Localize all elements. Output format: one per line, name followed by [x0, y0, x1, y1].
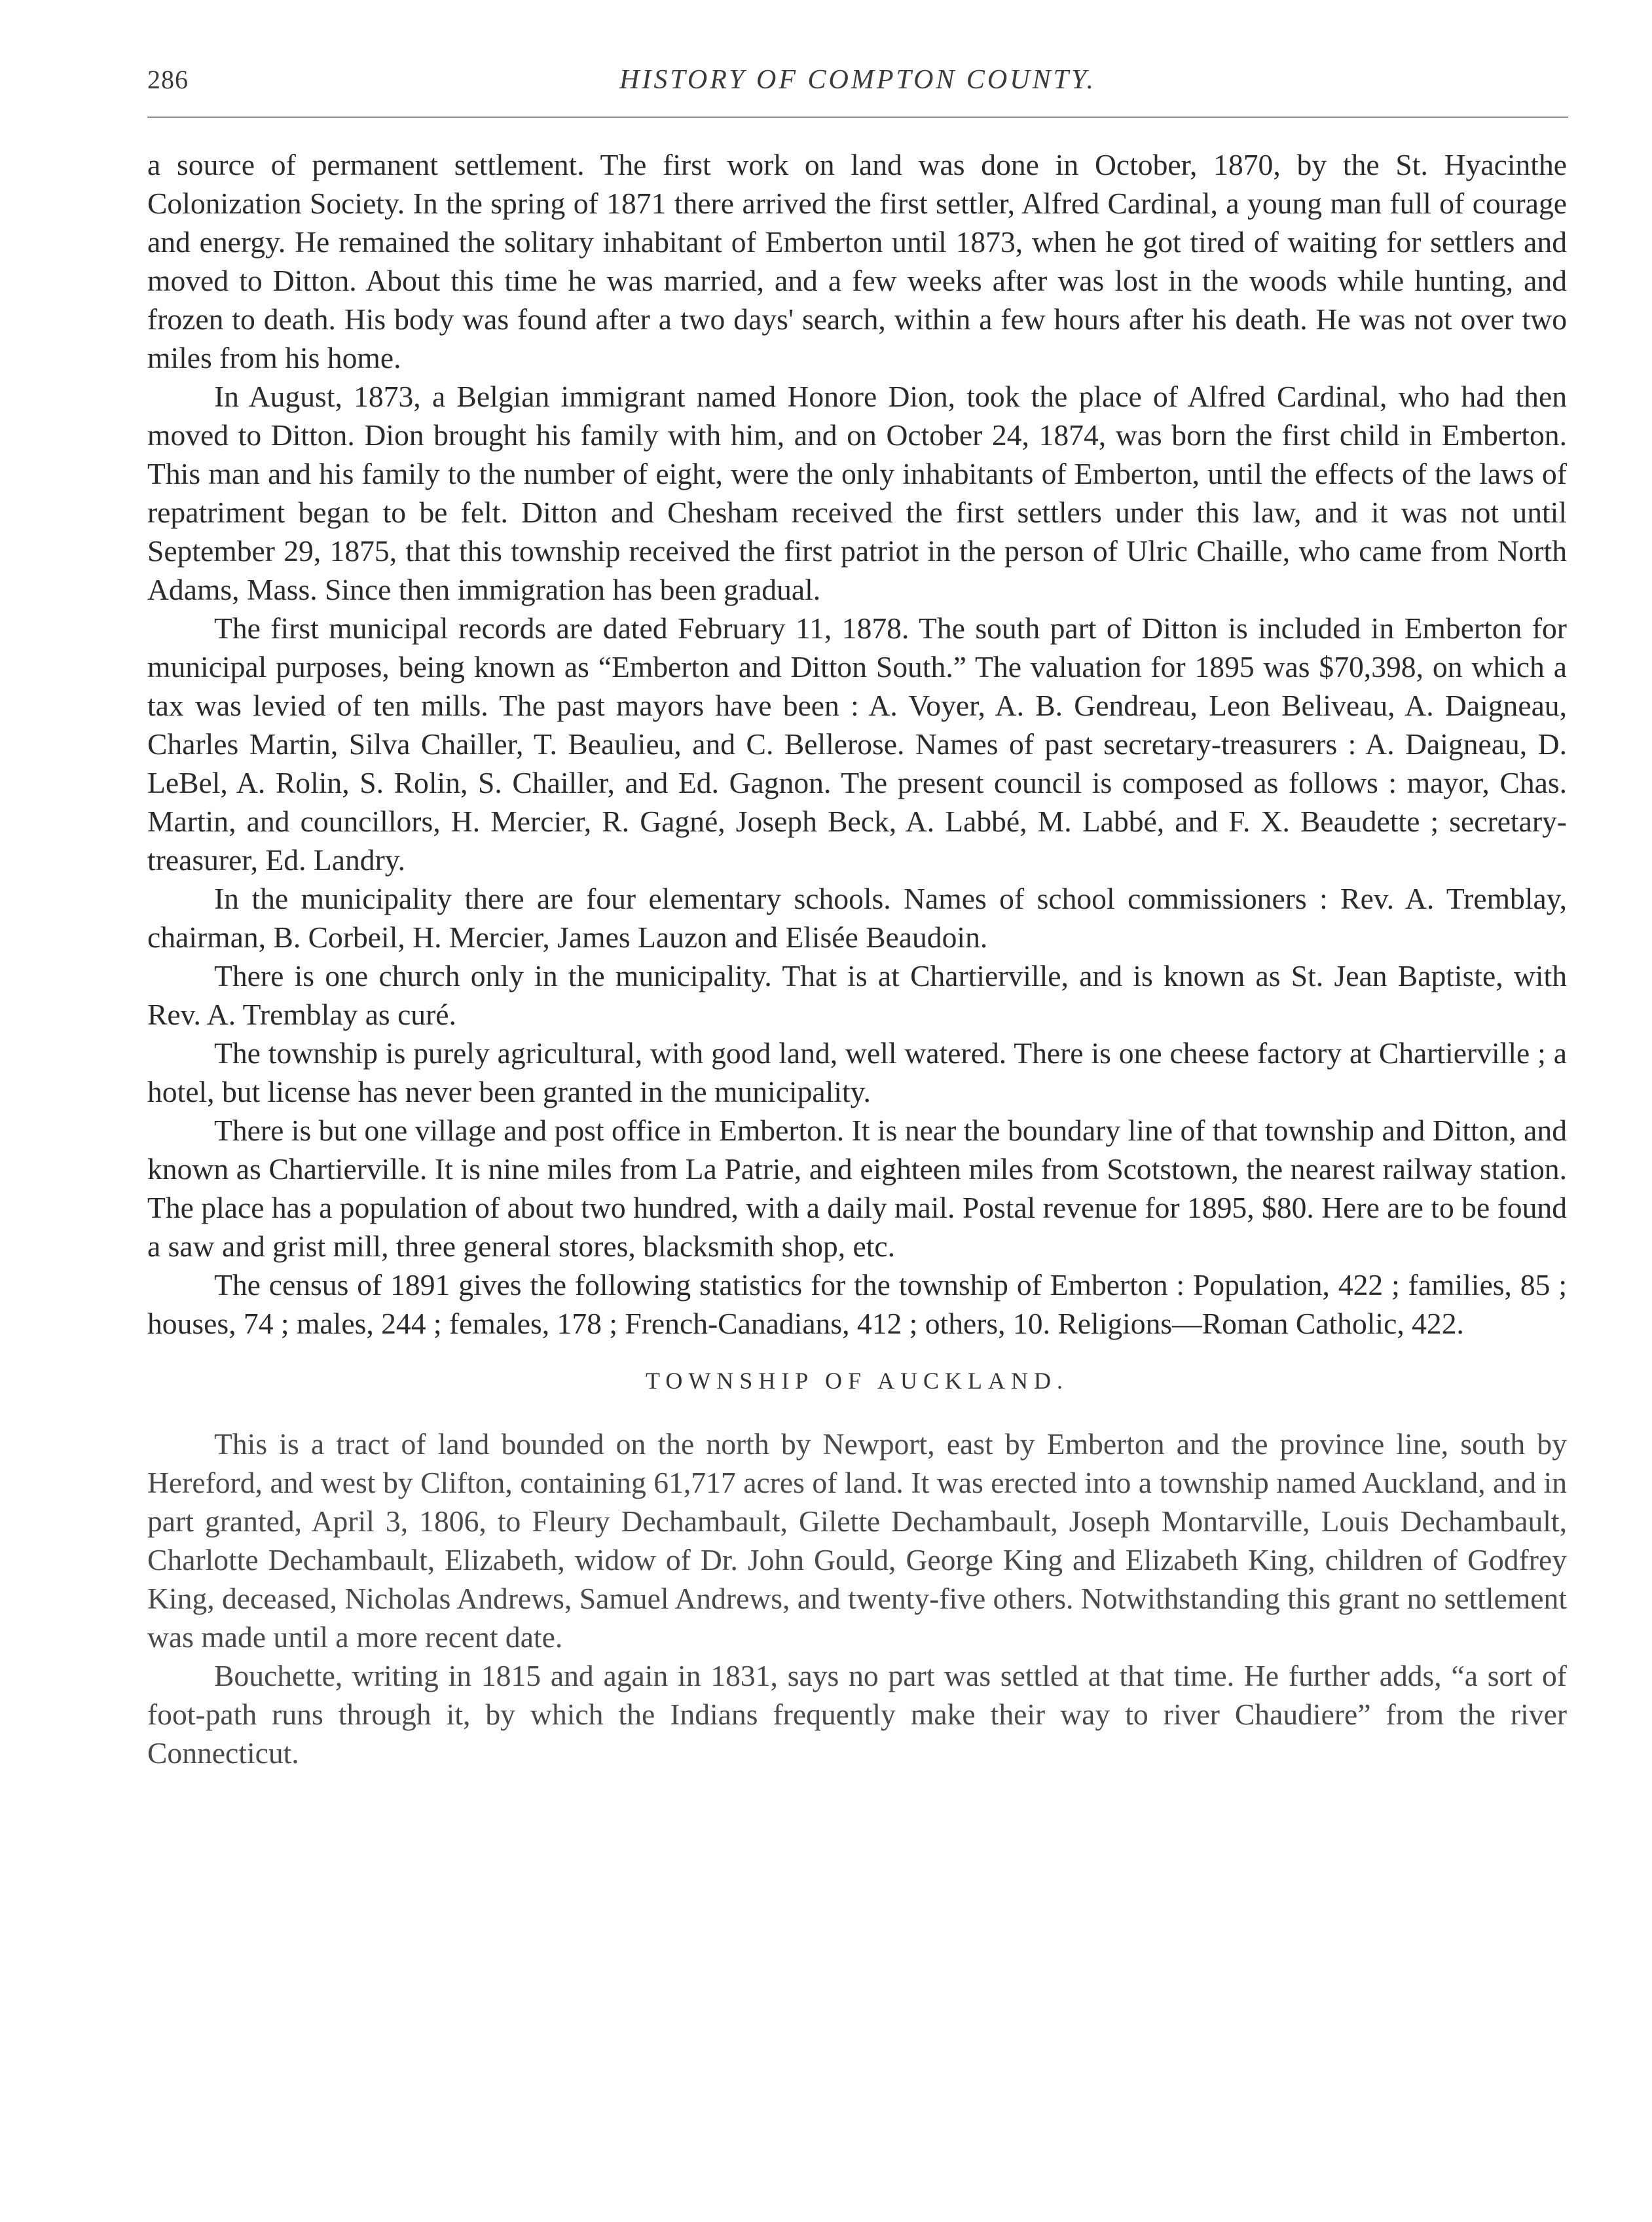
paragraph: In the municipality there are four elementary schools. Names of school commissioners : Rev. A. Tremblay, chairman, B. Corbeil, H. Mercier, James Lauzon and Elisée Beaudoin. — [147, 882, 1567, 954]
paragraph: There is but one village and post office in Emberton. It is near the boundary line of that township and Ditton, and known as Chartierville. It is nine miles from La Patrie, and eighteen miles from Scotstown, the nearest railway station. The place has a population of about two hundred, with a daily mail. Postal revenue for 1895, $80. Here are to be found a saw and grist mill, three general stores, blacksmith shop, etc. — [147, 1114, 1567, 1263]
paragraph: Bouchette, writing in 1815 and again in 1831, says no part was settled at that time. He further adds, “a sort of foot-path runs through it, by which the Indians frequently make their way to river Chaudiere” from the river Connecticut. — [147, 1659, 1567, 1770]
section-heading: TOWNSHIP OF AUCKLAND. — [645, 1368, 1069, 1394]
page-header — [147, 64, 1568, 118]
page-body — [147, 145, 1567, 1772]
paragraph: This is a tract of land bounded on the north by Newport, east by Emberton and the province line, south by Hereford, and west by Clifton, containing 61,717 acres of land. It was erected into a township named Auckland, and in part granted, April 3, 1806, to Fleury Dechambault, Gilette Dechambault, Joseph Montarville, Louis Dechambault, Charlotte Dechambault, Elizabeth, widow of Dr. John Gould, George King and Elizabeth King, children of Godfrey King, deceased, Nicholas Andrews, Samuel Andrews, and twenty-five others. Notwithstanding this grant no settlement was made until a more recent date. — [147, 1427, 1567, 1654]
paragraph: In August, 1873, a Belgian immigrant named Honore Dion, took the place of Alfred Cardinal, who had then moved to Ditton. Dion brought his family with him, and on October 24, 1874, was born the first child in Emberton. This man and his family to the number of eight, were the only inhabitants of Emberton, until the effects of the laws of repatriment began to be felt. Ditton and Chesham received the first settlers under this law, and it was not until September 29, 1875, that this township received the first patriot in the person of Ulric Chaille, who came from North Adams, Mass. Since then immigration has been gradual. — [147, 380, 1567, 606]
running-title: HISTORY OF COMPTON COUNTY. — [619, 65, 1096, 95]
paragraph: The township is purely agricultural, with good land, well watered. There is one cheese factory at Chartierville ; a hotel, but license has never been granted in the municipality. — [147, 1036, 1567, 1108]
paragraph: a source of permanent settlement. The first work on land was done in October, 1870, by the St. Hyacinthe Colonization Society. In the spring of 1871 there arrived the first settler, Alfred Cardinal, a young man full of courage and energy. He remained the solitary inhabitant of Emberton until 1873, when he got tired of waiting for settlers and moved to Ditton. About this time he was married, and a few weeks after was lost in the woods while hunting, and frozen to death. His body was found after a two days' search, within a few hours after his death. He was not over two miles from his home. — [147, 148, 1567, 374]
paragraph: The census of 1891 gives the following statistics for the township of Emberton : Population, 422 ; families, 85 ; houses, 74 ; males, 244 ; females, 178 ; French-Canadians, 412 ; others, 10. Religions—Roman Catholic, 422. — [147, 1268, 1567, 1340]
paragraph: The first municipal records are dated February 11, 1878. The south part of Ditton is included in Emberton for municipal purposes, being known as “Emberton and Ditton South.” The valuation for 1895 was $70,398, on which a tax was levied of ten mills. The past mayors have been : A. Voyer, A. B. Gendreau, Leon Beliveau, A. Daigneau, Charles Martin, Silva Chailler, T. Beaulieu, and C. Bellerose. Names of past secretary-treasurers : A. Daigneau, D. LeBel, A. Rolin, S. Rolin, S. Chailler, and Ed. Gagnon. The present council is composed as follows : mayor, Chas. Martin, and councillors, H. Mercier, R. Gagné, Joseph Beck, A. Labbé, M. Labbé, and F. X. Beaudette ; secretary-treasurer, Ed. Landry. — [147, 611, 1567, 877]
paragraph: There is one church only in the municipality. That is at Chartierville, and is known as St. Jean Baptiste, with Rev. A. Tremblay as curé. — [147, 959, 1567, 1031]
page-number: 286 — [147, 65, 189, 94]
